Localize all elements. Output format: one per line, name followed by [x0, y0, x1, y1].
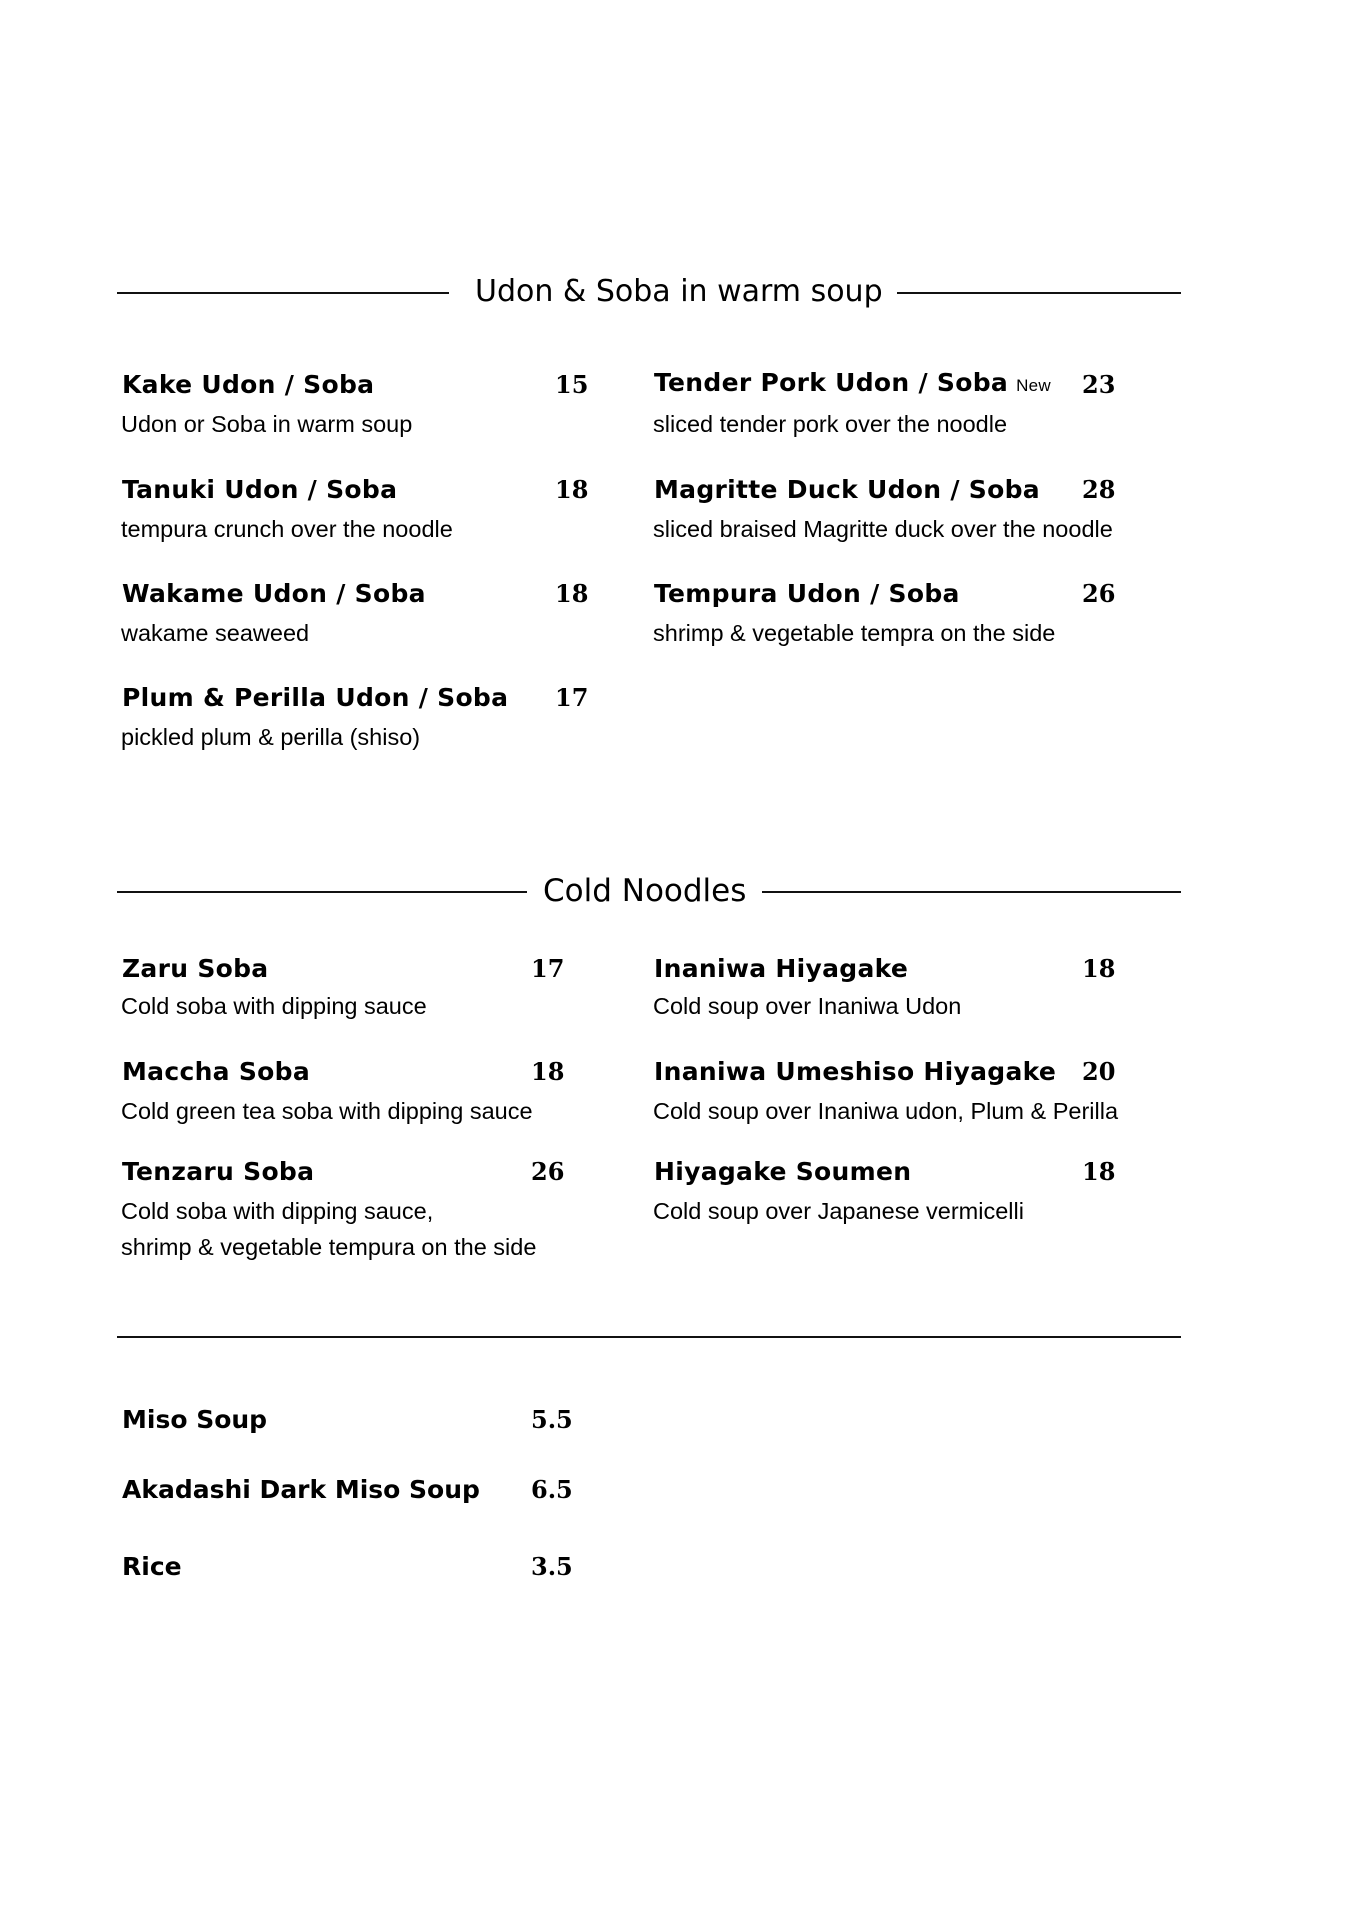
- item-price: 26: [531, 1157, 565, 1186]
- header-rule-right: [762, 891, 1181, 893]
- item-price: 18: [531, 1057, 565, 1086]
- item-description: Cold soup over Inaniwa Udon: [653, 993, 962, 1019]
- item-name: Tenzaru Soba: [122, 1157, 315, 1186]
- item-price: 18: [1082, 1157, 1116, 1186]
- item-price: 17: [531, 954, 565, 983]
- item-description: Cold soba with dipping sauce,: [121, 1198, 434, 1224]
- item-name-text: Tender Pork Udon / Soba: [654, 368, 1009, 397]
- warm-soup-section-header: [117, 272, 1181, 312]
- cold-noodles-section-header: [117, 871, 1181, 911]
- item-price: 20: [1082, 1057, 1116, 1086]
- item-name: Maccha Soba: [122, 1057, 311, 1086]
- item-description: Cold green tea soba with dipping sauce: [121, 1098, 533, 1124]
- item-price: 23: [1082, 370, 1116, 399]
- side-price: 5.5: [531, 1405, 573, 1434]
- item-description: Cold soup over Japanese vermicelli: [653, 1198, 1024, 1224]
- item-price: 26: [1082, 579, 1116, 608]
- item-price: 17: [555, 683, 589, 712]
- item-description-line2: shrimp & vegetable tempura on the side: [121, 1234, 537, 1260]
- item-description: Udon or Soba in warm soup: [121, 411, 413, 437]
- side-name: Rice: [122, 1552, 182, 1581]
- item-price: 18: [1082, 954, 1116, 983]
- item-name: Inaniwa Hiyagake: [654, 954, 909, 983]
- item-description: shrimp & vegetable tempra on the side: [653, 620, 1056, 646]
- side-price: 6.5: [531, 1475, 573, 1504]
- sides-divider: [117, 1336, 1181, 1338]
- item-name: Tempura Udon / Soba: [654, 579, 960, 608]
- item-name: Magritte Duck Udon / Soba: [654, 475, 1040, 504]
- item-name: Wakame Udon / Soba: [122, 579, 426, 608]
- item-price: 18: [555, 579, 589, 608]
- item-description: sliced tender pork over the noodle: [653, 411, 1008, 437]
- item-name: Tanuki Udon / Soba: [122, 475, 398, 504]
- item-name: Hiyagake Soumen: [654, 1157, 912, 1186]
- item-description: tempura crunch over the noodle: [121, 516, 453, 542]
- item-price: 18: [555, 475, 589, 504]
- item-description: pickled plum & perilla (shiso): [121, 724, 421, 750]
- item-description: Cold soba with dipping sauce: [121, 993, 427, 1019]
- item-name: [654, 368, 1051, 401]
- item-name: Kake Udon / Soba: [122, 370, 375, 399]
- item-name: Inaniwa Umeshiso Hiyagake: [654, 1057, 1057, 1086]
- side-name: Miso Soup: [122, 1405, 268, 1434]
- side-price: 3.5: [531, 1552, 573, 1581]
- header-rule-left: [117, 891, 527, 893]
- item-name: Plum & Perilla Udon / Soba: [122, 683, 509, 712]
- item-name: Zaru Soba: [122, 954, 269, 983]
- header-rule-right: [897, 292, 1181, 294]
- side-name: Akadashi Dark Miso Soup: [122, 1475, 480, 1504]
- item-description: Cold soup over Inaniwa udon, Plum & Perilla: [653, 1098, 1119, 1124]
- cold-noodles-section-title: Cold Noodles: [543, 873, 747, 909]
- item-description: sliced braised Magritte duck over the noodle: [653, 516, 1113, 542]
- warm-soup-section-title: Udon & Soba in warm soup: [475, 274, 883, 309]
- item-price: 15: [555, 370, 589, 399]
- item-description: wakame seaweed: [121, 620, 310, 646]
- header-rule-left: [117, 292, 449, 294]
- item-price: 28: [1082, 475, 1116, 504]
- new-badge: New: [1016, 376, 1052, 395]
